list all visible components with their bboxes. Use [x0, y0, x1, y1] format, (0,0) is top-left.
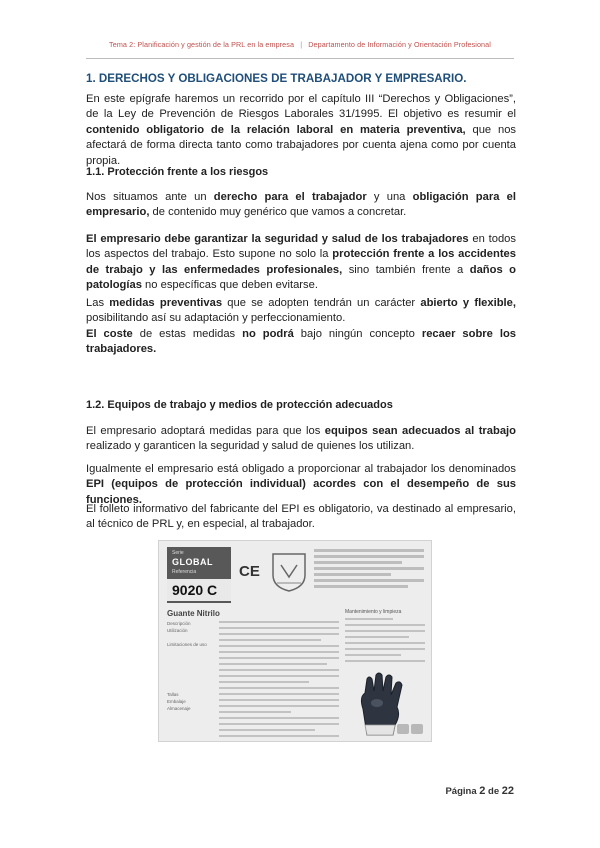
- page-number: Página 2 de 22: [445, 785, 514, 797]
- brand-logo: Serie GLOBAL Referencia 9020 C: [167, 547, 231, 603]
- section-1-1-title: 1.1. Protección frente a los riesgos: [86, 166, 269, 178]
- section-1-1-para-4: El coste de estas medidas no podrá bajo ningún concepto recaer sobre los trabajadores.: [86, 328, 516, 356]
- section-1-1-para-1: Nos situamos ante un derecho para el trabajador y una obligación para el empresario, de contenido muy genérico que vamos a concretar.: [86, 191, 516, 219]
- header-separator: |: [300, 40, 303, 49]
- en388-shield-icon: [269, 551, 309, 593]
- ce-mark: CE: [239, 563, 260, 580]
- epi-leaflet-image: [158, 540, 432, 742]
- maintenance-panel: Mantenimiento y limpieza: [345, 609, 425, 666]
- spec-labels: Descripción Utilización Limitaciones de uso Tallas Embalaje Almacenaje: [167, 621, 207, 711]
- section-1-intro: En este epígrafe haremos un recorrido por el capítulo III “Derechos y Obligaciones”, de la Ley de Prevención de Riesgos Laborales 31/1995. El objetivo es resumir el contenido obligatorio de la relación laboral en materia preventiva, que nos afectará de forma directa tanto como trabajadores por cuenta ajena como por cuenta propia.: [86, 93, 517, 167]
- header-rule: [86, 58, 514, 59]
- certification-icons: [395, 721, 423, 739]
- section-1-2-para-2: Igualmente el empresario está obligado a proporcionar al trabajador los denominados EPI (equipos de protección individual) acordes con el desempeño de sus funciones.: [86, 463, 516, 506]
- header-chapter: Tema 2: Planificación y gestión de la PRL en la empresa: [109, 40, 295, 49]
- product-title: Guante Nitrilo: [167, 609, 220, 618]
- standards-text: [314, 549, 424, 591]
- spec-body-text: [219, 621, 339, 741]
- running-header: [0, 40, 600, 49]
- section-1-2-title: 1.2. Equipos de trabajo y medios de protección adecuados: [86, 399, 393, 411]
- header-department: Departamento de Información y Orientación Profesional: [308, 40, 491, 49]
- section-1-1-para-2: El empresario debe garantizar la seguridad y salud de los trabajadores en todos los aspectos del trabajo. Esto supone no solo la protección frente a los accidentes de trabajo y las enfermedades profesionales, sino también frente a daños o patologías no específicas que deben evitarse.: [86, 233, 517, 292]
- section-1-2-para-1: El empresario adoptará medidas para que los equipos sean adecuados al trabajo realizado y garanticen la seguridad y salud de quienes los utilizan.: [86, 425, 516, 453]
- section-1-title: 1. DERECHOS Y OBLIGACIONES DE TRABAJADOR Y EMPRESARIO.: [86, 72, 467, 85]
- model-number: 9020 C: [167, 579, 231, 601]
- section-1-2-para-3: El folleto informativo del fabricante del EPI es obligatorio, va destinado al empresario, al técnico de PRL y, en especial, al trabajador.: [86, 503, 516, 531]
- section-1-1-para-3: Las medidas preventivas que se adopten tendrán un carácter abierto y flexible, posibilitando así su adaptación y perfeccionamiento.: [86, 297, 517, 325]
